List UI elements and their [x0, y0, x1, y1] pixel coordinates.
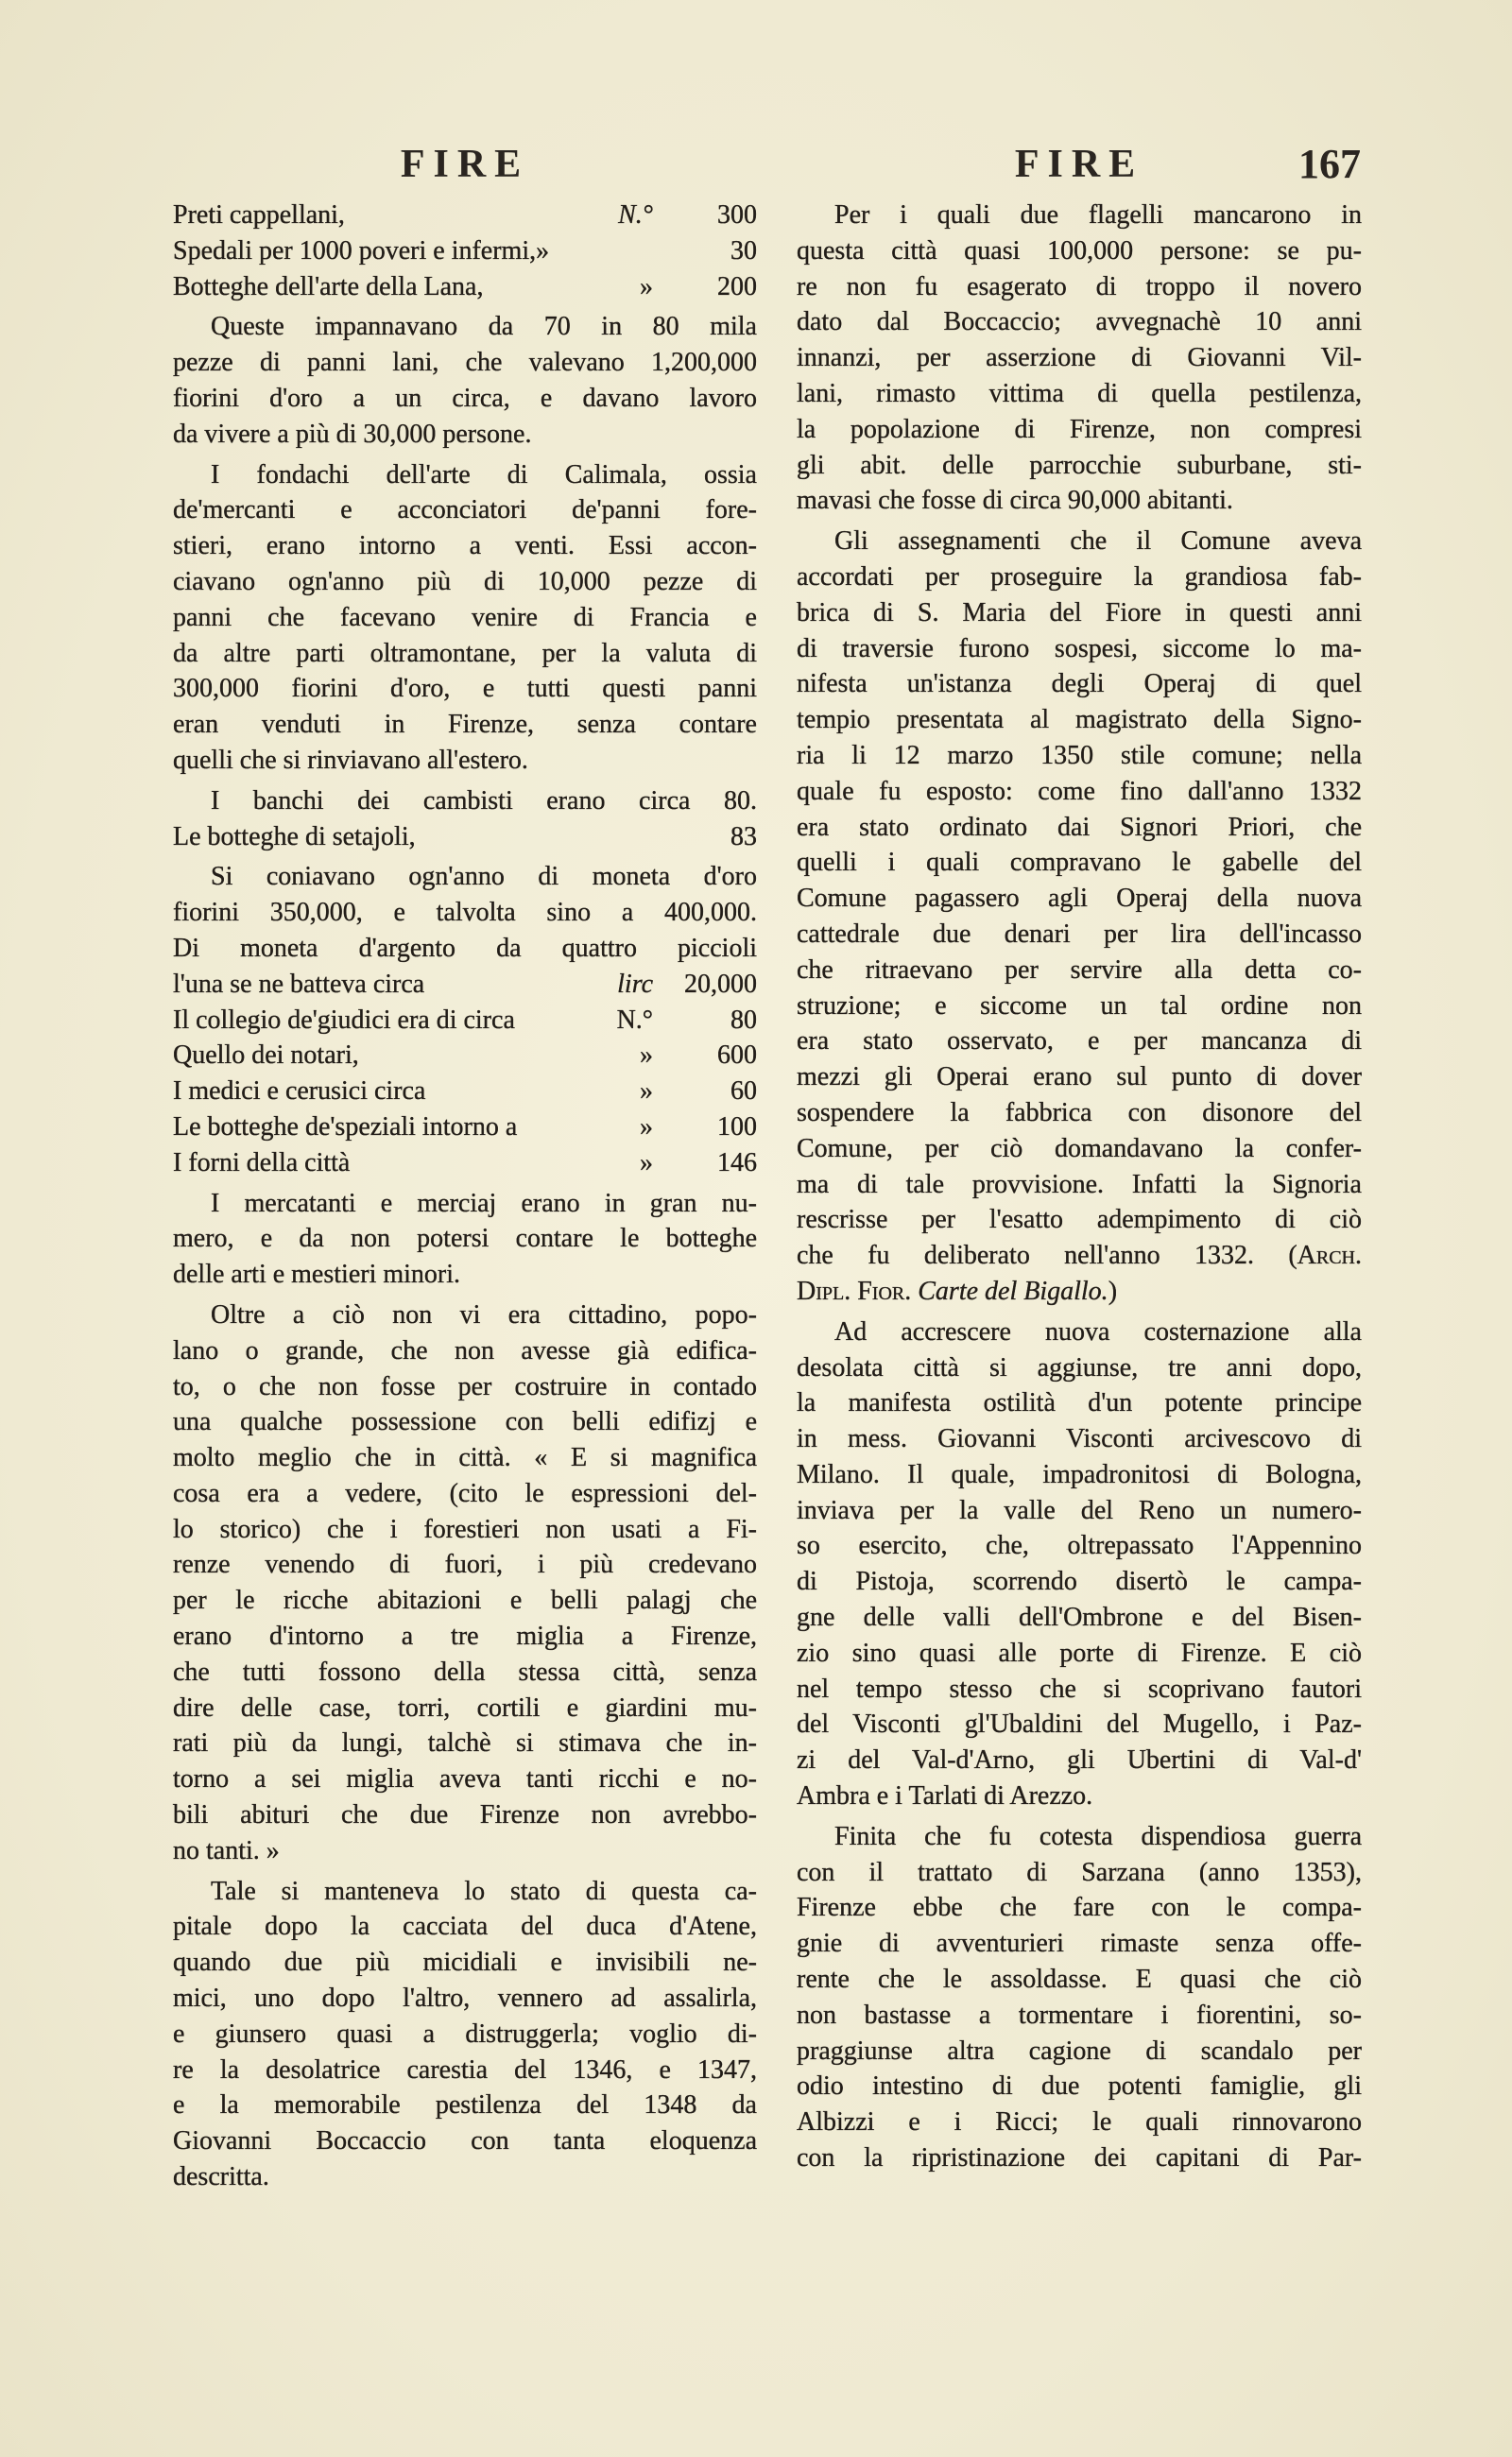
- text-line: so esercito, che, oltrepassato l'Appennino: [797, 1531, 1362, 1561]
- text-line: 300,000 fiorini d'oro, e tutti questi panni: [173, 674, 757, 704]
- text-line: quelli i quali compravano le gabelle del: [797, 848, 1362, 878]
- text-line: torno a sei miglia aveva tanti ricchi e no-: [173, 1764, 757, 1795]
- text-line: Firenze ebbe che fare con le compa-: [797, 1893, 1362, 1923]
- tally-value: 200: [717, 271, 757, 301]
- text-line: brica di S. Maria del Fiore in questi anni: [797, 597, 1362, 627]
- text-line: cosa era a vedere, (cito le espressioni del-: [173, 1478, 757, 1508]
- text-line: Tale si manteneva lo stato di questa ca-: [211, 1876, 757, 1906]
- text-line: praggiunse altra cagione di scandalo per: [797, 2036, 1362, 2066]
- text-line: to, o che non fosse per costruire in contado: [173, 1371, 757, 1401]
- tally-label: Le botteghe di setajoli,: [173, 821, 416, 851]
- tally-label: Quello dei notari,: [173, 1040, 359, 1071]
- text-line: Comune pagassero agli Operaj della nuova: [797, 884, 1362, 914]
- right-text-column: [797, 198, 1362, 2176]
- running-head-right: FIRE: [1014, 143, 1144, 186]
- tally-row: [173, 269, 757, 305]
- text-line: che ritraevano per servire alla detta co-: [797, 954, 1362, 985]
- text-line: era stato osservato, e per mancanza di: [797, 1026, 1362, 1057]
- text-line: dire delle case, torri, cortili e giardini mu-: [173, 1692, 757, 1723]
- text-segment: ): [1108, 1276, 1118, 1306]
- text-line: tempio presentata al magistrato della Signo-: [797, 705, 1362, 735]
- paragraph: [173, 457, 757, 779]
- running-head-left: FIRE: [400, 143, 530, 186]
- tally-marker: »: [640, 1076, 653, 1107]
- tally-row: [173, 967, 757, 1003]
- text-line: cattedrale due denari per lira dell'incasso: [797, 919, 1362, 949]
- tally-value: 20,000: [684, 969, 757, 999]
- text-line: inviava per la valle del Reno un numero-: [797, 1495, 1362, 1525]
- tally-row: [173, 1145, 757, 1181]
- text-line: Finita che fu cotesta dispendiosa guerra: [834, 1821, 1362, 1851]
- text-line: lani, rimasto vittima di quella pestilenza,: [797, 378, 1362, 408]
- tally-value: 100: [717, 1111, 757, 1142]
- tally-label: Il collegio de'giudici era di circa: [173, 1005, 515, 1035]
- text-line: con il trattato di Sarzana (anno 1353),: [797, 1857, 1362, 1887]
- text-line: Per i quali due flagelli mancarono in: [834, 200, 1362, 230]
- tally-row: [173, 1109, 757, 1145]
- text-line: Di moneta d'argento da quattro piccioli: [173, 933, 757, 963]
- text-line: zio sino quasi alle porte di Firenze. E ciò: [797, 1638, 1362, 1668]
- tally-marker: »: [640, 271, 653, 301]
- text-line: quando due più micidiali e invisibili ne-: [173, 1948, 757, 1978]
- text-line: del Visconti gl'Ubaldini del Mugello, i Paz-: [797, 1710, 1362, 1740]
- tally-marker: »: [640, 1147, 653, 1177]
- tally-marker: [577, 819, 653, 855]
- text-line: nifesta un'istanza degli Operaj di quel: [797, 669, 1362, 699]
- text-line: con la ripristinazione dei capitani di Par-: [797, 2143, 1362, 2174]
- tally-marker: lirc: [617, 969, 653, 999]
- tally-row: [173, 819, 757, 855]
- paragraph: [173, 783, 757, 819]
- text-line: pezze di panni lani, che valevano 1,200,000: [173, 348, 757, 378]
- tally-marker: N.°: [618, 200, 653, 230]
- text-line: gli abit. delle parrocchie suburbane, sti-: [797, 450, 1362, 480]
- text-line: zi del Val-d'Arno, gli Ubertini di Val-d': [797, 1745, 1362, 1776]
- text-line: panni che facevano venire di Francia e: [173, 602, 757, 632]
- text-line: ria li 12 marzo 1350 stile comune; nella: [797, 740, 1362, 770]
- paragraph: [173, 309, 757, 452]
- text-line: non bastasse a tormentare i fiorentini, so-: [797, 2000, 1362, 2030]
- tally-label: Preti cappellani,: [173, 200, 345, 230]
- text-line: erano d'intorno a tre miglia a Firenze,: [173, 1622, 757, 1652]
- text-segment: Dipl. Fior.: [797, 1276, 912, 1306]
- text-line: struzione; e siccome un tal ordine non: [797, 990, 1362, 1021]
- tally-value: 30: [730, 235, 757, 266]
- text-line: I mercatanti e merciaj erano in gran nu-: [211, 1188, 757, 1218]
- text-line: e giunsero quasi a distruggerla; voglio di-: [173, 2019, 757, 2049]
- tally-marker: [577, 233, 653, 269]
- text-segment: Arch.: [1297, 1241, 1362, 1271]
- text-line: gne delle valli dell'Ombrone e del Bisen-: [797, 1603, 1362, 1633]
- text-line: per le ricche abitazioni e belli palagj che: [173, 1586, 757, 1616]
- text-line: ciavano ogn'anno più di 10,000 pezze di: [173, 566, 757, 596]
- tally-marker: N.°: [616, 1005, 653, 1035]
- tally-label: I forni della città: [173, 1147, 351, 1177]
- text-line: quelli che si rinviavano all'estero.: [173, 745, 528, 775]
- text-line: pitale dopo la cacciata del duca d'Atene,: [173, 1912, 757, 1942]
- text-line: renze venendo di fuori, i più credevano: [173, 1550, 757, 1580]
- tally-row: [173, 198, 757, 233]
- text-line: odio intestino di due potenti famiglie, gli: [797, 2071, 1362, 2102]
- tally-label: Le botteghe de'speziali intorno a: [173, 1111, 518, 1142]
- text-line: la popolazione di Firenze, non compresi: [797, 414, 1362, 444]
- text-line: fiorini d'oro a un circa, e davano lavoro: [173, 383, 757, 413]
- tally-value: 146: [717, 1147, 757, 1177]
- text-line: lano o grande, che non avesse già edifica-: [173, 1335, 757, 1366]
- paragraph: [797, 524, 1362, 1310]
- tally-value: 600: [717, 1040, 757, 1071]
- left-text-column: [173, 198, 757, 2195]
- text-line: descritta.: [173, 2162, 269, 2192]
- tally-row: [173, 1038, 757, 1074]
- text-line: Queste impannavano da 70 in 80 mila: [211, 312, 757, 342]
- tally-value: 80: [730, 1005, 757, 1035]
- text-line: accordati per proseguire la grandiosa fab-: [797, 561, 1362, 592]
- tally-marker: »: [640, 1040, 653, 1071]
- tally-row: [173, 1074, 757, 1109]
- text-line: sospendere la fabbrica con disonore del: [797, 1097, 1362, 1127]
- text-line: e la memorabile pestilenza del 1348 da: [173, 2090, 757, 2121]
- text-segment: Carte del Bigallo.: [911, 1276, 1108, 1306]
- tally-marker: »: [640, 1111, 653, 1142]
- tally-label: l'una se ne batteva circa: [173, 969, 425, 999]
- text-line: gnie di avventurieri rimaste senza offe-: [797, 1929, 1362, 1959]
- text-line: rescrisse per l'esatto adempimento di ciò: [797, 1205, 1362, 1235]
- paragraph: [173, 859, 757, 966]
- text-line: delle arti e mestieri minori.: [173, 1260, 461, 1290]
- text-line: Milano. Il quale, impadronitosi di Bologna,: [797, 1459, 1362, 1489]
- text-line: rente che le assoldasse. E quasi che ciò: [797, 1965, 1362, 1995]
- text-line: Albizzi e i Ricci; le quali rinnovarono: [797, 2107, 1362, 2138]
- paragraph: [797, 198, 1362, 519]
- text-line: mezzi gli Operai erano sul punto di dover: [797, 1062, 1362, 1092]
- text-line: Ad accrescere nuova costernazione alla: [834, 1316, 1362, 1347]
- tally-value: 300: [717, 200, 757, 230]
- text-line: che tutti fossono della stessa città, senza: [173, 1657, 757, 1687]
- text-line: eran venduti in Firenze, senza contare: [173, 710, 757, 740]
- tally-label: Spedali per 1000 poveri e infermi,»: [173, 235, 550, 266]
- text-line: dato dal Boccaccio; avvegnachè 10 anni: [797, 307, 1362, 337]
- text-line: fiorini 350,000, e talvolta sino a 400,000.: [173, 898, 757, 928]
- text-line: Gli assegnamenti che il Comune aveva: [834, 526, 1362, 557]
- text-line: da vivere a più di 30,000 persone.: [173, 419, 532, 449]
- text-line: re non fu esagerato di troppo il novero: [797, 271, 1362, 301]
- text-line: desolata città si aggiunse, tre anni dopo,: [797, 1352, 1362, 1383]
- text-line: Si coniavano ogn'anno di moneta d'oro: [211, 862, 757, 892]
- text-line: Oltre a ciò non vi era cittadino, popo-: [211, 1299, 757, 1330]
- tally-value: 60: [730, 1076, 757, 1107]
- text-line: da altre parti oltramontane, per la valuta di: [173, 638, 757, 668]
- text-line: no tanti. »: [173, 1835, 280, 1865]
- text-line: Comune, per ciò domandavano la confer-: [797, 1133, 1362, 1163]
- tally-row: [173, 1003, 757, 1039]
- paragraph: [173, 1874, 757, 2195]
- paragraph: [173, 1297, 757, 1869]
- paragraph: [797, 1819, 1362, 2176]
- text-line: [797, 1238, 1362, 1274]
- text-line: rati più da lungi, talchè si stimava che in-: [173, 1728, 757, 1759]
- text-line: bili abituri che due Firenze non avrebbo-: [173, 1800, 757, 1830]
- text-line: di Pistoja, scorrendo disertò le campa-: [797, 1567, 1362, 1597]
- text-line: I fondachi dell'arte di Calimala, ossia: [211, 459, 757, 490]
- text-line: mero, e da non potersi contare le botteghe: [173, 1224, 757, 1254]
- text-line: era stato ordinato dai Signori Priori, che: [797, 812, 1362, 842]
- text-line: mavasi che fosse di circa 90,000 abitanti.: [797, 486, 1233, 516]
- text-line: Ambra e i Tarlati di Arezzo.: [797, 1781, 1093, 1812]
- paragraph: [173, 1186, 757, 1293]
- text-line: ma di tale provvisione. Infatti la Signoria: [797, 1169, 1362, 1199]
- text-line: Giovanni Boccaccio con tanta eloquenza: [173, 2126, 757, 2156]
- text-line: questa città quasi 100,000 persone: se pu-: [797, 235, 1362, 266]
- text-line: molto meglio che in città. « E si magnifica: [173, 1443, 757, 1473]
- text-line: una qualche possessione con belli edifizj e: [173, 1407, 757, 1437]
- text-line: [797, 1274, 1362, 1310]
- tally-value: 83: [730, 821, 757, 851]
- text-line: in mess. Giovanni Visconti arcivescovo di: [797, 1424, 1362, 1454]
- text-line: di traversie furono sospesi, siccome lo ma-: [797, 633, 1362, 663]
- text-line: stieri, erano intorno a venti. Essi accon-: [173, 531, 757, 561]
- text-line: mici, uno dopo l'altro, vennero ad assalirla,: [173, 1984, 757, 2014]
- tally-label: Botteghe dell'arte della Lana,: [173, 271, 484, 301]
- text-line: nel tempo stesso che si scoprivano fautori: [797, 1674, 1362, 1704]
- tally-row: [173, 233, 757, 269]
- text-line: innanzi, per asserzione di Giovanni Vil-: [797, 343, 1362, 373]
- text-line: re la desolatrice carestia del 1346, e 1347,: [173, 2054, 757, 2085]
- text-line: I banchi dei cambisti erano circa 80.: [211, 785, 757, 816]
- text-line: la manifesta ostilità d'un potente principe: [797, 1388, 1362, 1418]
- text-line: quale fu esposto: come fino dall'anno 1332: [797, 776, 1362, 806]
- text-line: lo storico) che i forestieri non usati a Fi-: [173, 1514, 757, 1544]
- text-segment: che fu deliberato nell'anno 1332. (: [797, 1241, 1297, 1271]
- tally-label: I medici e cerusici circa: [173, 1076, 426, 1107]
- page-number: 167: [1298, 141, 1361, 187]
- text-line: de'mercanti e acconciatori de'panni fore-: [173, 495, 757, 525]
- paragraph: [797, 1314, 1362, 1814]
